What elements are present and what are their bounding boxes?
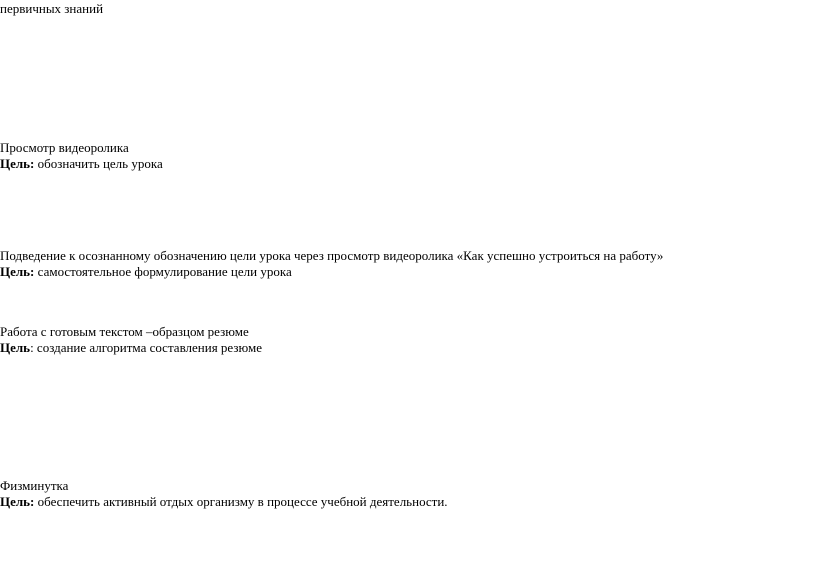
goal-label: Цель: bbox=[0, 494, 35, 509]
goal-text: : создание алгоритма составления резюме bbox=[30, 340, 263, 355]
goal-label: Цель: bbox=[0, 264, 35, 279]
lesson-goal-lead-title: Подведение к осознанному обозначению цели урока через просмотр видеоролика «Как успешно устроиться на работу» bbox=[0, 248, 664, 263]
exercise-break-title: Физминутка bbox=[0, 478, 69, 493]
goal-text: самостоятельное формулирование цели урока bbox=[34, 264, 292, 279]
resume-work-title: Работа с готовым текстом –образцом резюме bbox=[0, 324, 249, 339]
exercise-break-goal bbox=[0, 494, 448, 510]
goal-text: обозначить цель урока bbox=[34, 156, 163, 171]
goal-text: обеспечить активный отдых организму в процессе учебной деятельности. bbox=[34, 494, 448, 509]
section-heading-primary-knowledge: первичных знаний bbox=[0, 1, 104, 16]
resume-work-goal bbox=[0, 340, 262, 356]
video-viewing-goal bbox=[0, 156, 163, 172]
goal-label: Цель: bbox=[0, 156, 35, 171]
video-viewing-title: Просмотр видеоролика bbox=[0, 140, 129, 155]
goal-label: Цель bbox=[0, 340, 31, 355]
lesson-goal-lead-goal bbox=[0, 264, 292, 280]
